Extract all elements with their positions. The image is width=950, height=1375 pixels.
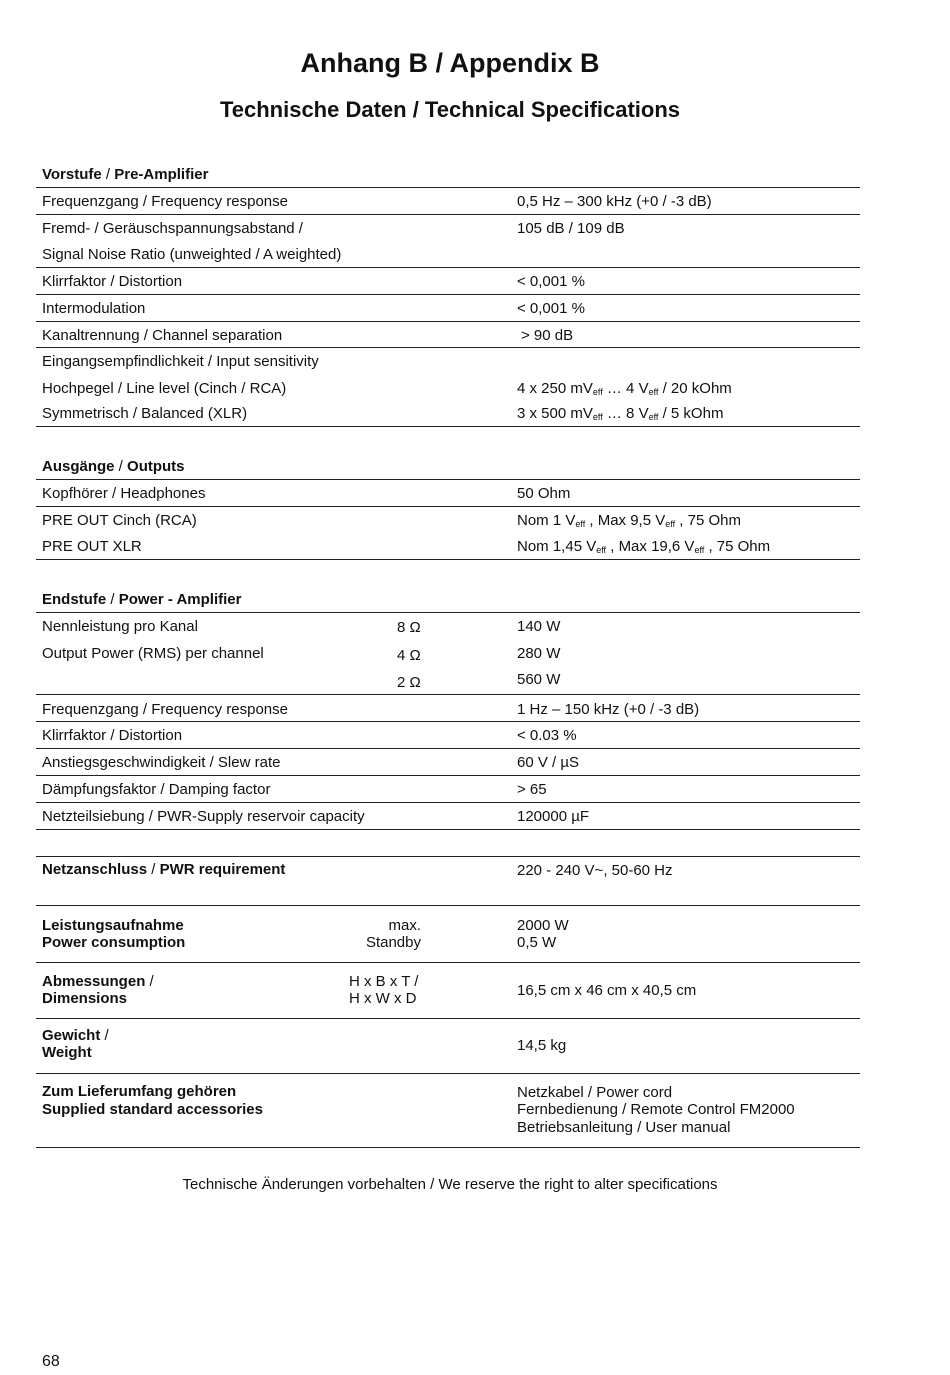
dimensions-label-1: [42, 973, 154, 991]
weight-value: 14,5 kg: [517, 1037, 567, 1054]
page-subtitle: Technische Daten / Technical Specifications: [219, 97, 681, 122]
eff-subscript: eff: [575, 519, 586, 529]
pre-distortion-value: < 0,001 %: [517, 273, 585, 290]
dimensions-label-de: Abmessungen: [42, 973, 146, 990]
divider: [36, 1073, 860, 1074]
power-distortion-value: < 0.03 %: [517, 727, 577, 744]
value-part: 3 x 500 mV: [517, 405, 593, 422]
pre-amp-heading-en: Pre-Amplifier: [114, 166, 209, 183]
slew-rate-value: 60 V / µS: [517, 754, 580, 771]
pre-intermodulation-value: < 0,001 %: [517, 300, 585, 317]
pre-out-rca-label: PRE OUT Cinch (RCA): [42, 512, 197, 529]
divider: [36, 187, 860, 188]
power-amp-heading-de: Endstufe: [42, 591, 107, 608]
consumption-max-label: max.: [388, 917, 421, 934]
eff-subscript: eff: [648, 412, 659, 422]
divider: [36, 962, 860, 963]
pre-intermodulation-label: Intermodulation: [42, 300, 146, 317]
label-separator: /: [145, 973, 154, 990]
pre-input-sensitivity-label: Eingangsempfindlichkeit / Input sensitivity: [42, 353, 319, 370]
accessory-item: Netzkabel / Power cord: [517, 1084, 673, 1101]
divider: [36, 506, 860, 507]
dimensions-label-2: Dimensions: [42, 990, 128, 1007]
accessory-item: Fernbedienung / Remote Control FM2000: [517, 1101, 795, 1118]
pre-freq-value: 0,5 Hz – 300 kHz (+0 / -3 dB): [517, 193, 712, 210]
dimensions-axes-de: H x B x T /: [349, 973, 419, 990]
divider: [36, 347, 860, 348]
power-8-ohm-value: 140 W: [517, 618, 561, 635]
eff-subscript: eff: [596, 545, 607, 555]
rated-power-label-2: Output Power (RMS) per channel: [42, 645, 264, 662]
divider: [36, 1018, 860, 1019]
outputs-heading-en: Outputs: [127, 458, 185, 475]
reservoir-capacity-label: Netzteilsiebung / PWR-Supply reservoir capacity: [42, 808, 365, 825]
value-part: , Max 19,6 V: [606, 538, 695, 555]
slew-rate-label: Anstiegsgeschwindigkeit / Slew rate: [42, 754, 281, 771]
accessories-label-2: Supplied standard accessories: [42, 1101, 263, 1118]
divider: [36, 694, 860, 695]
weight-label-1: [42, 1027, 109, 1045]
consumption-max-value: 2000 W: [517, 917, 569, 934]
power-freq-value: 1 Hz – 150 kHz (+0 / -3 dB): [517, 701, 700, 718]
value-part: … 4 V: [602, 380, 649, 397]
dimensions-value: 16,5 cm x 46 cm x 40,5 cm: [517, 982, 697, 999]
value-part: Nom 1,45 V: [517, 538, 597, 555]
damping-factor-value: > 65: [517, 781, 547, 798]
accessories-label-1: Zum Lieferumfang gehören: [42, 1083, 237, 1100]
value-part: , Max 9,5 V: [585, 512, 666, 529]
pre-out-rca-value: [517, 512, 741, 533]
heading-separator: /: [106, 591, 119, 608]
pre-freq-label: Frequenzgang / Frequency response: [42, 193, 288, 210]
divider: [36, 479, 860, 480]
divider: [36, 321, 860, 322]
headphones-label: Kopfhörer / Headphones: [42, 485, 206, 502]
label-separator: /: [100, 1027, 109, 1044]
pre-balanced-label: Symmetrisch / Balanced (XLR): [42, 405, 248, 422]
damping-factor-label: Dämpfungsfaktor / Damping factor: [42, 781, 271, 798]
divider: [36, 612, 860, 613]
divider: [36, 905, 860, 906]
divider: [36, 856, 860, 857]
power-distortion-label: Klirrfaktor / Distortion: [42, 727, 183, 744]
reservoir-capacity-value: 120000 µF: [517, 808, 590, 825]
power-amp-heading: [42, 591, 242, 609]
outputs-heading: [42, 458, 185, 476]
load-4-ohm: 4 Ω: [397, 647, 421, 664]
divider: [36, 748, 860, 749]
heading-separator: /: [101, 166, 115, 183]
pre-amp-heading: [42, 166, 208, 184]
pre-channel-separation-label: Kanaltrennung / Channel separation: [42, 327, 283, 344]
page-title: Anhang B / Appendix B: [300, 48, 600, 78]
pre-distortion-label: Klirrfaktor / Distortion: [42, 273, 183, 290]
divider: [36, 1147, 860, 1148]
pwr-requirement-value: 220 - 240 V~, 50-60 Hz: [517, 862, 673, 879]
headphones-value: 50 Ohm: [517, 485, 571, 502]
divider: [36, 829, 860, 830]
pre-snr-value: 105 dB / 109 dB: [517, 220, 625, 237]
divider: [36, 721, 860, 722]
power-freq-label: Frequenzgang / Frequency response: [42, 701, 288, 718]
consumption-standby-value: 0,5 W: [517, 934, 557, 951]
value-part: / 20 kOhm: [658, 380, 732, 397]
pre-snr-label-1: Fremd- / Geräuschspannungsabstand /: [42, 220, 303, 237]
weight-label-de: Gewicht: [42, 1027, 101, 1044]
accessory-item: Betriebsanleitung / User manual: [517, 1119, 731, 1136]
heading-separator: /: [114, 458, 128, 475]
divider: [36, 214, 860, 215]
pre-channel-separation-value: > 90 dB: [521, 327, 574, 344]
pwr-requirement-label-de: Netzanschluss: [42, 861, 148, 878]
pre-out-xlr-value: [517, 538, 770, 559]
divider: [36, 775, 860, 776]
eff-subscript: eff: [648, 387, 659, 397]
divider: [36, 802, 860, 803]
footer-note: Technische Änderungen vorbehalten / We reserve the right to alter specifications: [182, 1176, 718, 1193]
pre-out-xlr-label: PRE OUT XLR: [42, 538, 142, 555]
pwr-requirement-label: [42, 861, 285, 879]
divider: [36, 294, 860, 295]
eff-subscript: eff: [665, 519, 676, 529]
power-amp-heading-en: Power - Amplifier: [118, 591, 242, 608]
power-2-ohm-value: 560 W: [517, 671, 561, 688]
page-number: 68: [42, 1353, 60, 1370]
pre-line-level-label: Hochpegel / Line level (Cinch / RCA): [42, 380, 287, 397]
divider: [36, 559, 860, 560]
eff-subscript: eff: [592, 387, 603, 397]
power-4-ohm-value: 280 W: [517, 645, 561, 662]
value-part: … 8 V: [602, 405, 649, 422]
divider: [36, 267, 860, 268]
pre-line-level-value: [517, 380, 732, 401]
consumption-label-2: Power consumption: [42, 934, 186, 951]
divider: [36, 426, 860, 427]
outputs-heading-de: Ausgänge: [42, 458, 115, 475]
dimensions-axes-en: H x W x D: [349, 990, 417, 1007]
consumption-standby-label: Standby: [365, 934, 421, 951]
value-part: / 5 kOhm: [658, 405, 724, 422]
value-part: Nom 1 V: [517, 512, 576, 529]
load-8-ohm: 8 Ω: [397, 619, 421, 636]
heading-separator: /: [147, 861, 160, 878]
load-2-ohm: 2 Ω: [397, 674, 421, 691]
pre-snr-label-2: Signal Noise Ratio (unweighted / A weighted): [42, 246, 342, 263]
eff-subscript: eff: [592, 412, 603, 422]
pre-balanced-value: [517, 405, 723, 426]
rated-power-label-1: Nennleistung pro Kanal: [42, 618, 198, 635]
weight-label-2: Weight: [42, 1044, 92, 1061]
eff-subscript: eff: [694, 545, 705, 555]
value-part: , 75 Ohm: [675, 512, 741, 529]
consumption-label-1: Leistungsaufnahme: [42, 917, 184, 934]
pre-amp-heading-de: Vorstufe: [42, 166, 102, 183]
pwr-requirement-label-en: PWR requirement: [159, 861, 286, 878]
value-part: , 75 Ohm: [704, 538, 771, 555]
value-part: 4 x 250 mV: [517, 380, 593, 397]
